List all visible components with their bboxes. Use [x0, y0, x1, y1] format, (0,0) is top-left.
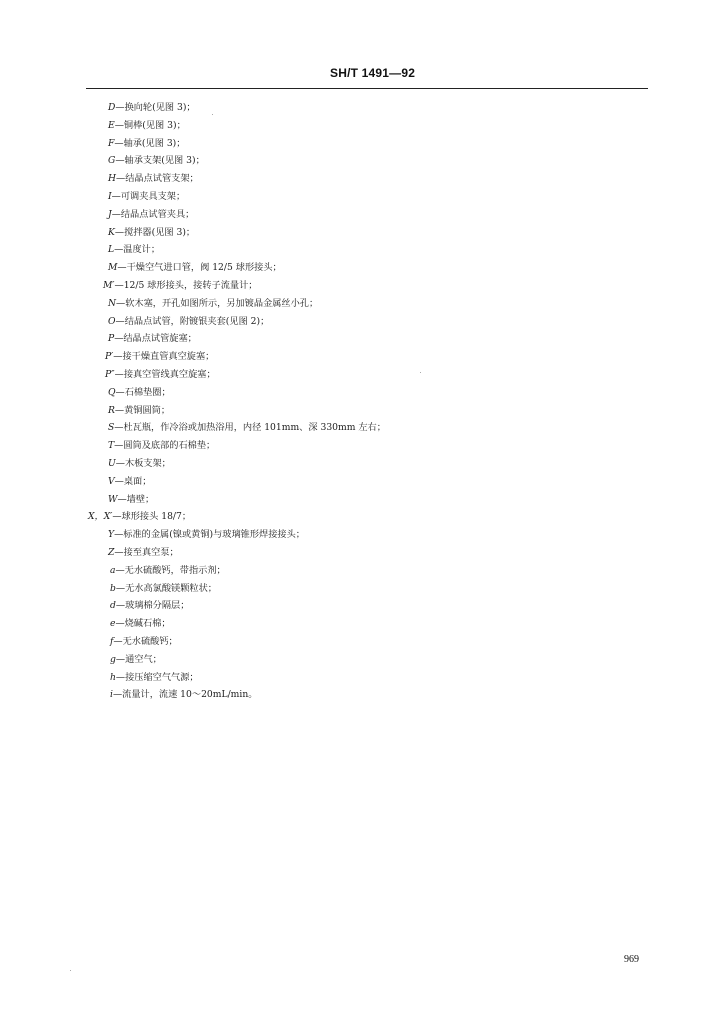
- legend-description: —可调夹具支架；: [111, 191, 186, 202]
- legend-item: [110, 599, 189, 613]
- legend-item: [108, 546, 179, 560]
- legend-key: T: [108, 440, 115, 451]
- legend-key: H: [108, 173, 117, 184]
- page-number: 969: [624, 954, 639, 965]
- legend-description: —无水高氯酸镁颗粒状；: [115, 583, 217, 594]
- legend-key: i: [110, 689, 113, 700]
- legend-key: h: [110, 672, 116, 683]
- legend-description: —球形接头 18/7；: [112, 511, 192, 522]
- legend-description: —通空气；: [115, 654, 162, 665]
- legend-description: —结晶点试管旋塞；: [114, 333, 197, 344]
- legend-description: —流量计，流速 10～20mL/min。: [112, 689, 258, 700]
- legend-key: f: [110, 636, 114, 647]
- legend-description: —结晶点试管夹具；: [111, 209, 195, 220]
- legend-key: b: [110, 583, 116, 594]
- legend-item: [108, 421, 386, 435]
- legend-item: [108, 172, 199, 186]
- legend-item: [108, 101, 196, 115]
- legend-description: —烧碱石棉；: [115, 618, 171, 629]
- legend-description: —12/5 球形接头，接转子流量计；: [114, 280, 258, 291]
- legend-description: —玻璃棉分隔层；: [115, 600, 190, 611]
- legend-description: —铜棒(见图 3)；: [114, 120, 186, 131]
- legend-item: [108, 190, 185, 204]
- legend-key: g: [110, 654, 116, 665]
- legend-key: S: [108, 422, 115, 433]
- legend-description: —搅拌器(见图 3)；: [114, 227, 196, 238]
- legend-description: —软木塞，开孔如图所示，另加镀晶金属丝小孔；: [116, 298, 319, 309]
- legend-item: [108, 243, 160, 257]
- legend-item: [108, 439, 215, 453]
- legend-description: —无水硫酸钙；: [113, 636, 178, 647]
- legend-item: [108, 119, 186, 133]
- legend-item: [103, 279, 258, 293]
- legend-description: —桌面；: [114, 476, 152, 487]
- legend-item: [108, 208, 194, 222]
- legend-description: —轴承(见图 3)；: [114, 138, 186, 149]
- legend-item: [108, 332, 197, 346]
- legend-item: [110, 582, 217, 596]
- legend-key: M: [108, 262, 118, 273]
- legend-description: —接至真空泵；: [114, 547, 179, 558]
- legend-key: F: [108, 138, 115, 149]
- legend-item: [88, 510, 191, 524]
- legend-item: [108, 404, 170, 418]
- scan-speck: [420, 372, 421, 373]
- legend-description: —杜瓦瓶，作冷浴或加热浴用，内径 101mm、深 330mm 左右；: [114, 422, 386, 433]
- legend-description: —轴承支架(见图 3)；: [115, 155, 205, 166]
- legend-description: —接真空管线真空旋塞；: [114, 369, 216, 380]
- legend-item: [110, 671, 199, 685]
- legend-item: [110, 564, 226, 578]
- legend-item: [105, 368, 216, 382]
- legend-item: [108, 315, 269, 329]
- legend-description: —接压缩空气气源；: [115, 672, 199, 683]
- legend-key: X，X′: [88, 511, 113, 522]
- legend-key: G: [108, 155, 116, 166]
- legend-item: [108, 386, 171, 400]
- legend-key: d: [110, 600, 116, 611]
- legend-item: [108, 297, 318, 311]
- legend-item: [108, 261, 282, 275]
- legend-item: [110, 617, 171, 631]
- legend-description: —结晶点试管支架；: [116, 173, 199, 184]
- legend-key: a: [110, 565, 116, 576]
- legend-item: [108, 154, 205, 168]
- standard-number: SH/T 1491—92: [330, 66, 416, 80]
- legend-item: [110, 688, 257, 702]
- legend-key: Y: [108, 529, 115, 540]
- legend-item: [108, 457, 171, 471]
- legend-key: M′: [103, 280, 115, 291]
- legend-description: —标准的金属(镍或黄铜)与玻璃锥形焊接接头；: [114, 529, 305, 540]
- legend-key: P″: [105, 369, 115, 380]
- legend-key: P: [108, 333, 115, 344]
- legend-item: [110, 653, 162, 667]
- legend-item: [105, 350, 214, 364]
- legend-description: —干燥空气进口管，阀 12/5 球形接头；: [117, 262, 282, 273]
- legend-key: I: [108, 191, 112, 202]
- legend-description: —无水硫酸钙，带指示剂；: [115, 565, 226, 576]
- legend-key: J: [108, 209, 112, 220]
- page-header: [0, 66, 718, 86]
- legend-key: E: [108, 120, 115, 131]
- legend-key: L: [108, 244, 115, 255]
- header-rule: [86, 88, 648, 89]
- scan-speck: [70, 970, 71, 971]
- legend-key: O: [108, 316, 116, 327]
- legend-key: Z: [108, 547, 115, 558]
- legend-description: —墙壁；: [117, 494, 155, 505]
- legend-item: [108, 475, 151, 489]
- legend-item: [108, 493, 154, 507]
- legend-item: [110, 635, 178, 649]
- legend-item: [108, 226, 195, 240]
- legend-description: —温度计；: [114, 244, 161, 255]
- legend-key: U: [108, 458, 116, 469]
- legend-description: —石棉垫圈；: [115, 387, 171, 398]
- legend-description: —接干燥直管真空旋塞；: [113, 351, 215, 362]
- scan-speck: [212, 114, 213, 115]
- legend-description: —圆筒及底部的石棉垫；: [114, 440, 216, 451]
- legend-description: —木板支架；: [115, 458, 171, 469]
- legend-key: R: [108, 405, 115, 416]
- legend-key: V: [108, 476, 115, 487]
- legend-key: e: [110, 618, 116, 629]
- legend-description: —换向轮(见图 3)；: [115, 102, 196, 113]
- legend-item: [108, 528, 305, 542]
- legend-description: —结晶点试管，附镀银夹套(见图 2)；: [115, 316, 270, 327]
- legend-key: D: [108, 102, 116, 113]
- legend-key: P′: [105, 351, 114, 362]
- legend-key: N: [108, 298, 117, 309]
- legend-key: W: [108, 494, 118, 505]
- legend-key: K: [108, 227, 115, 238]
- legend-item: [108, 137, 185, 151]
- legend-key: Q: [108, 387, 116, 398]
- legend-description: —黄铜圆筒；: [114, 405, 171, 416]
